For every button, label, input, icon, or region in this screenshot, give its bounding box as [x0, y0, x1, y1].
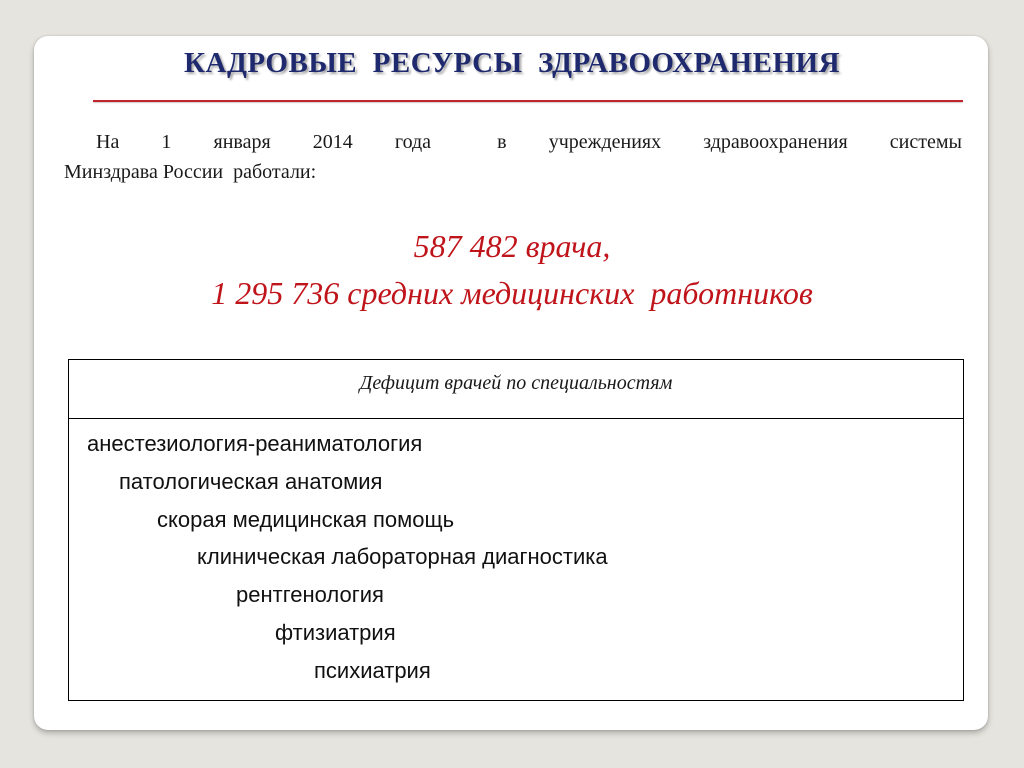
specialty-item: фтизиатрия [275, 620, 396, 645]
intro-word: года [394, 131, 432, 153]
intro-word: На [96, 131, 120, 153]
specialty-item: рентгенология [236, 582, 384, 607]
specialty-item: клиническая лабораторная диагностика [197, 544, 608, 569]
table-header [69, 360, 963, 419]
intro-paragraph [64, 127, 962, 187]
specialty-item: психиатрия [314, 658, 431, 683]
specialty-item: анестезиология-реаниматология [87, 431, 423, 456]
intro-word: системы [889, 131, 962, 153]
specialty-item: скорая медицинская помощь [157, 507, 455, 532]
specialty-item: патологическая анатомия [119, 469, 383, 494]
intro-word: 2014 [312, 131, 353, 153]
intro-line-2: Минздрава России работали: [64, 161, 317, 183]
deficit-table [68, 359, 964, 701]
doctors-count: 587 482 врача, [413, 228, 611, 264]
intro-line-1 [64, 127, 962, 157]
intro-word: учреждениях [548, 131, 662, 153]
title-divider [93, 100, 963, 102]
table-header-text: Дефицит врачей по специальностям [359, 372, 673, 394]
intro-word: января [213, 131, 271, 153]
intro-word: в [497, 131, 507, 153]
intro-word: 1 [161, 131, 172, 153]
slide-title: КАДРОВЫЕ РЕСУРСЫ ЗДРАВООХРАНЕНИЯ [183, 47, 841, 79]
intro-word: здравоохранения [703, 131, 848, 153]
nurses-count: 1 295 736 средних медицинских работников [211, 275, 813, 311]
